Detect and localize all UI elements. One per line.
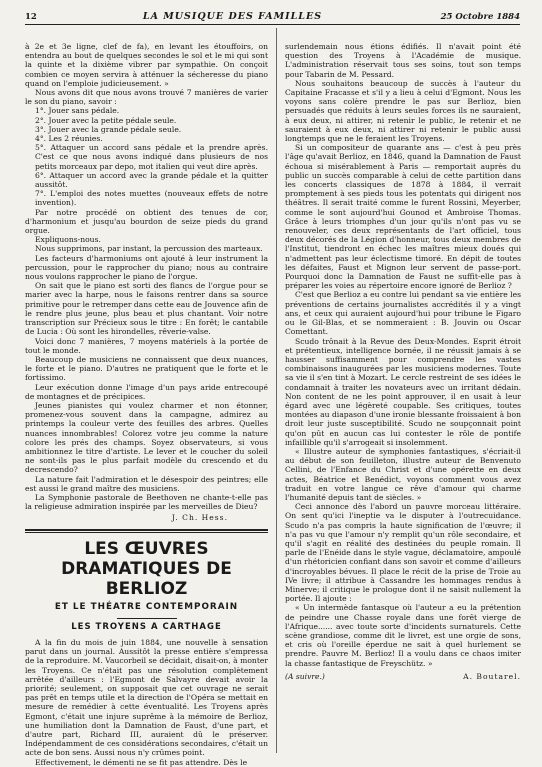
column-divider: [276, 28, 277, 753]
paragraph: Expliquons-nous.: [35, 235, 101, 245]
article-footer: [285, 672, 521, 681]
list-item: 2°. Jouer avec la petite pédale seule.: [35, 115, 177, 125]
separator-rule: [25, 529, 268, 531]
list-item: 5°. Attaquer un accord sans pédale et la prendre après. C'est ce que nous avons indiqué dans plusieurs de nos petits morceaux par depo, mot italien qui veut dire après.: [35, 143, 268, 171]
section-title: LES TROYENS A CARTHAGE: [71, 621, 222, 632]
paragraph: La nature fait l'admiration et le désespoir des peintres; elle est aussi le grand maître des musiciens.: [25, 474, 268, 493]
list-item: 7°. L'emploi des notes muettes (nouveaux effets de notre invention).: [35, 189, 268, 208]
list-item: 6°. Attaquer un accord avec la grande pédale et la quitter aussitôt.: [35, 170, 268, 190]
paragraph: On sait que le piano est sorti des flancs de l'orgue pour se marier avec la harpe, nous le faisons rentrer dans sa source primitive pour le retremper dans cette eau de Jouvence afin de le rendre plus jeune, plus beau et plus chantant. Voir notre transcription sur Précieux sous le titre : En forêt; le cantabile de Lucia : Où sont les hirondelles, rêverie-valse.: [25, 281, 268, 337]
list-item: 3°. Jouer avec la grande pédale seule.: [35, 124, 182, 134]
issue-date: 25 Octobre 1884: [440, 12, 520, 22]
paragraph: Leur exécution donne l'image d'un pays aride entrecoupé de montagnes et de précipices.: [25, 382, 268, 401]
paragraph: Voici donc 7 manières, 7 moyens matériels à la portée de tout le monde.: [25, 336, 268, 355]
paragraph: « Un intermède fantasque où l'auteur a eu la prétention de peindre une Chasse royale dans une forêt vierge de l'Afrique...... avec toute sorte d'incidents surnaturels. Cette scène grandiose, comme dit le livret, est une orgie de sons, et cris où l'oreille éperdue ne sait à quel hurlement se prendre. Pauvre M. Berlioz! Il a voulu dans ce chaos imiter la chasse fantastique de Freyschütz. »: [285, 603, 521, 668]
author-signature: A. Boutarel.: [463, 671, 521, 681]
paragraph: C'est que Berlioz a eu contre lui pendant sa vie entière les préventions de certains journalistes accrédités il y a vingt ans, et ceux qui auraient aujourd'hui pour tribune le Figaro ou le Gil-Blas, et se nommeraient : B. Jouvin ou Oscar Comettant.: [285, 290, 521, 337]
paragraph: Jeunes pianistes qui voulez charmer et non étonner, promenez-vous souvent dans la campagne, admirez au printemps la couleur verte des feuilles des arbres. Quelles nuances innombrables! Colorez votre jeu comme la nature colore les prés des champs. Soyez observateurs, si vous ambitionnez le titre d'artiste. Le lever et le coucher du soleil ne sont-ils pas le plus parfait modèle du crescendo et du decrescendo?: [25, 400, 268, 475]
continuation-note: (A suivre.): [285, 671, 325, 681]
paragraph: « Illustre auteur de symphonies fantastiques, s'écriait-il au début de son feuilleton, illustre auteur de Benvenuto Cellini, de l'Enfance du Christ et d'une opérette en deux actes, Béatrice et Benédict, voyons comment vous avez traduit en votre langue ce rêve d'amour qui charme l'humanité depuis tant de siècles. »: [285, 446, 521, 502]
page-header: [25, 11, 520, 23]
paragraph: Par notre procédé on obtient des tenues de cor, d'harmonium et jusqu'au bourdon de seize pieds du grand orgue.: [25, 207, 268, 236]
paragraph: A la fin du mois de juin 1884, une nouvelle à sensation parut dans un journal. Aussitôt la presse entière s'empressa de la reproduire. M. Vaucorbeil se décidait, disait-on, à monter les Troyens. Ce n'était pas une résolution complètement arrêtée d'ailleurs : l'Egmont de Salvayre devait avoir la priorité; seulement, on supposait que cet ouvrage ne serait pas prêt en temps utile et la direction de l'Opéra se mettait en mesure de remédier à cette éventualité. Les Troyens après Egmont, c'était une injure suprême à la mémoire de Berlioz, une humiliation dont la Damnation de Faust, d'une part, et d'autre part, Richard III, auraient dû le préserver. Indépendamment de ces considérations secondaires, c'était un acte de bon sens. Aussi nous n'y crûmes point.: [25, 637, 268, 758]
paragraph: Nous supprimons, par instant, la percussion des marteaux.: [35, 244, 263, 254]
paragraph: Nous avons dit que nous avons trouvé 7 manières de varier le son du piano, savoir :: [25, 88, 268, 107]
paragraph: surlendemain nous étions édifiés. Il n'avait point été question des Troyens à l'Académie de musique. L'administration réservait tous ses soins, tout son temps pour Tabarin de M. Pessard.: [285, 42, 521, 79]
list-item: 1°. Jouer sans pédale.: [35, 106, 120, 116]
paragraph: Scudo trônait à la Revue des Deux-Mondes. Esprit étroit et prétentieux, intelligence bornée, il ne réussit jamais à se hausser suffisamment pour comprendre les vastes combinaisons inaugurées par les musiciens modernes. Toute sa vie il s'en tint à Mozart. Le cercle restreint de ses idées le condamnait à traiter les novateurs avec un irritant dédain. Non content de ne les point approuver, il en usait à leur égard avec une légèreté coupable. Ses critiques, toutes montées au diapason d'une ironie blessante froissaient à bon droit leur juste susceptibilité. Scudo ne soupçonnait point qu'on pût en aucun cas lui contester le rôle de pontife infaillible qu'il s'arrogeait si insolemment.: [285, 336, 521, 447]
paragraph: Beaucoup de musiciens ne connaissent que deux nuances, le forte et le piano. D'autres ne pratiquent que le forte et le fortissimo.: [25, 354, 268, 383]
short-rule: [117, 618, 177, 619]
signature: J. Ch. Hess.: [171, 513, 228, 523]
paragraph: à 2e et 3e ligne, clef de fa), en levant les étouffoirs, on entendra au bout de quelques secondes le sol et le mi qui sont la quinte et la dixième vibrer par sympathie. On conçoit combien ce moyen servira à atténuer la sécheresse du piano quand on l'emploie judicieusement. »: [25, 42, 268, 88]
paragraph: Les facteurs d'harmoniums ont ajouté à leur instrument la percussion, pour le rapprocher du piano; nous au contraire nous voulons rapprocher le piano de l'orgue.: [25, 253, 268, 282]
article-subtitle: ET LE THÉATRE CONTEMPORAIN: [54, 601, 239, 612]
header-rule: [25, 24, 520, 25]
separator-rule: [25, 532, 268, 533]
paragraph: Nous souhaitons beaucoup de succès à l'auteur du Capitaine Fracasse et s'il y a lieu à celui d'Egmont. Nous les voyons sans colère prendre le pas sur Berlioz, bien persuadés que réduits à leurs seules forces ils ne sauraient, à eux deux, ni attirer, ni retenir le public, le retenir et ne sauraient à eux deux, ni attirer ni retenir le public aussi longtemps que ne le feraient les Troyens.: [285, 78, 521, 144]
left-column: [25, 42, 268, 767]
publication-title: LA MUSIQUE DES FAMILLES: [142, 11, 323, 22]
page-number: 12: [25, 12, 37, 22]
paragraph: La Symphonie pastorale de Beethoven ne chante-t-elle pas la religieuse admiration inspirée par les merveilles de Dieu?: [25, 492, 268, 512]
paragraph: Ceci annonce dès l'abord un pauvre morceau littéraire. On sent qu'ici l'ineptie va le disputer à l'outrecuidance. Scudo n'a pas compris la haute signification de l'œuvre; il n'a pas vu que l'amour n'y remplit qu'un rôle secondaire, et qu'il s'agit en réalité des destinées du peuple romain. Il parle de l'Enéide dans le style vague, déclamatoire, ampoulé d'un rhétoricien confiant dans son savoir et comme d'ailleurs d'incroyables bévues. Il place le récit de la prise de Troie au IVe livre; il attribue à Cassandre les hommages rendus à Minerve; il critique le prologue dont il ne saisit nullement la portée. Il ajoute :: [285, 502, 521, 604]
list-item: 4°. Les 2 réunies.: [35, 134, 103, 144]
article-title: LES ŒUVRES DRAMATIQUES DE BERLIOZ: [61, 538, 232, 599]
paragraph: Si un compositeur de quarante ans — c'est à peu près l'âge qu'avait Berlioz, en 1846, quand la Damnation de Faust échoua si misérablement à Paris — remportait auprès du public un succès comparable à celui de cette partition dans les concerts classiques de 1878 à 1884, il verrait promptement à ses pieds tous les potentats qui dirigent nos théâtres. Il serait traité comme le furent Rossini, Meyerber, comme le sont aujourd'hui Gounod et Ambroise Thomas. Grâce à leurs triomphes d'un jour qu'ils n'ont pas vu se renouveler, ces deux représentants de l'art officiel, tous deux décorés de la Légion d'honneur, tous deux membres de l'Institut, tiendront en échec les maîtres mieux doués qui n'admettent pas leur éclectisme timoré. En dépit de toutes les défaites, Faust et Mignon leur servent de passe-port. Pourquoi donc la Damnation de Faust ne suffit-elle pas à préparer les voies au répertoire encore ignoré de Berlioz ?: [285, 143, 521, 291]
paragraph: Effectivement, le démenti ne se fit pas attendre. Dès le: [35, 757, 248, 767]
methods-list: [25, 106, 268, 207]
right-column: [285, 42, 521, 681]
